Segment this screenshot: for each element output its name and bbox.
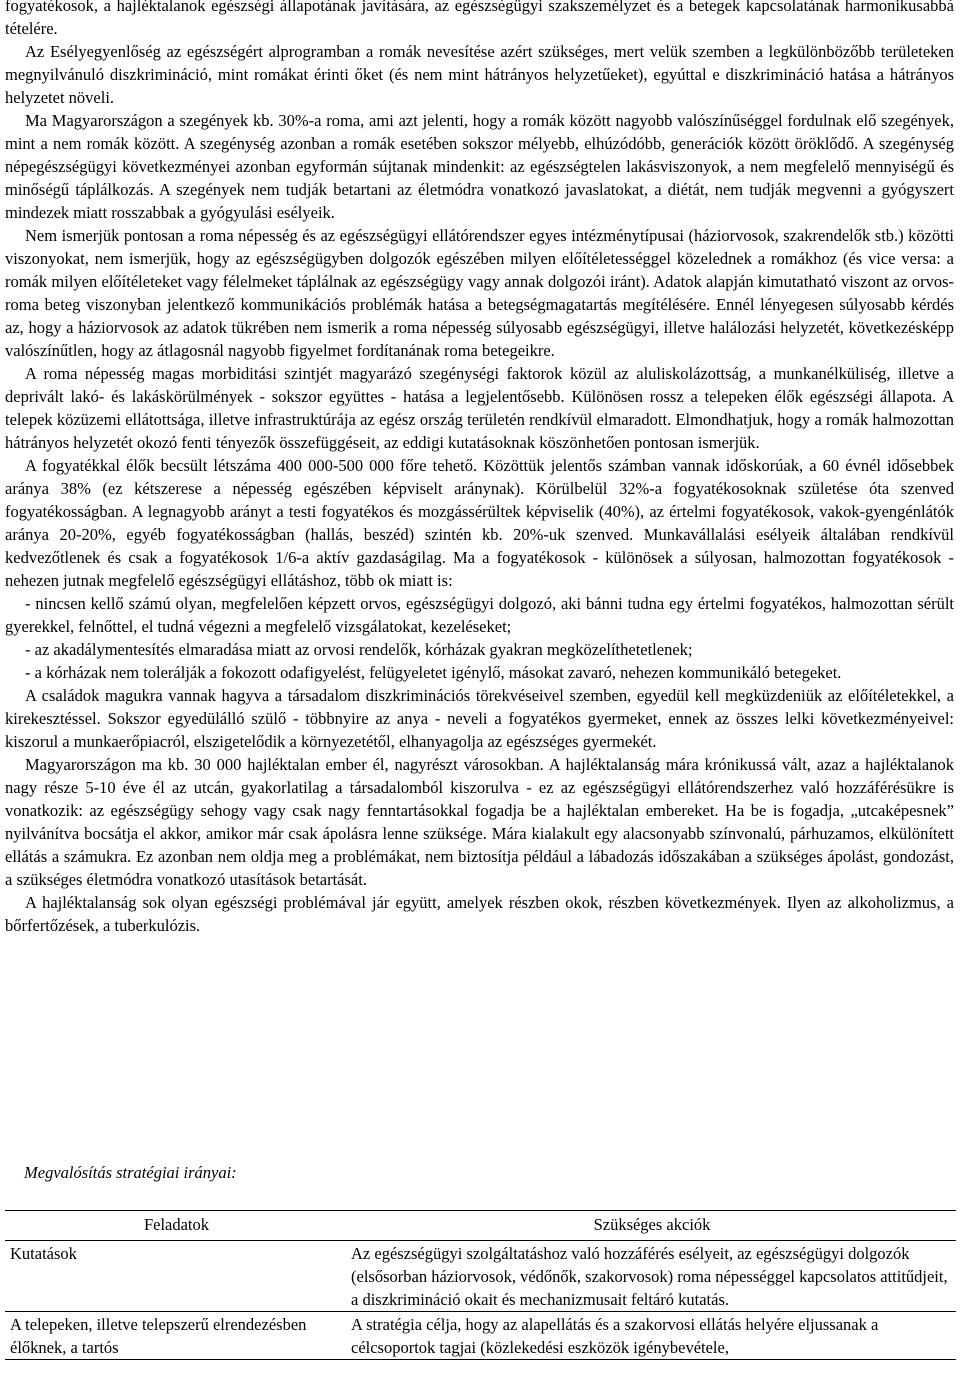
section-heading: Megvalósítás stratégiai irányai: bbox=[24, 1163, 237, 1182]
paragraph: A fogyatékkal élők becsült létszáma 400 000-500 000 főre tehető. Közöttük jelentős számban vannak időskorúak, a 60 évnél idősebbek aránya 38% (ez kétszerese a népesség egészében képviselt aránynak). Körülbelül 32%-a fogyatékosoknak születése óta szenved fogyatékosságban. A legnagyobb arányt a testi fogyatékos és mozgássérültek képviselik (40%), az értelmi fogyatékosok, vakok-gyengénlátók aránya 20-20%, egyéb fogyatékosságban (hallás, beszéd) szintén kb. 20%-uk szenved. Munkavállalási esélyeik általában rendkívül kedvezőtlenek és csak a fogyatékosok 1/6-a aktív gazdaságilag. Ma a fogyatékosok - különösek a súlyosan, halmozottan fogyatékosok - nehezen jutnak megfelelő egészségügyi ellátáshoz, több ok miatt is: bbox=[5, 456, 954, 590]
list-item: - nincsen kellő számú olyan, megfelelően képzett orvos, egészségügyi dolgozó, aki bánni tudna egy értelmi fogyatékos, halmozottan sérült gyerekkel, felnőttel, el tudná végezni a megfelelő vizsgálatokat, kezeléseket; bbox=[5, 594, 954, 636]
strategy-table bbox=[5, 1210, 956, 1360]
list-item: - a kórházak nem tolerálják a fokozott odafigyelést, felügyeletet igénylő, másokat zavaró, nehezen kommunikáló betegeket. bbox=[25, 663, 842, 682]
paragraph: A hajléktalanság sok olyan egészségi problémával jár együtt, amelyek részben okok, részben következmények. Ilyen az alkoholizmus, a bőrfertőzések, a tuberkulózis. bbox=[5, 893, 954, 935]
table-row bbox=[5, 1241, 956, 1312]
table-header-row bbox=[5, 1211, 956, 1241]
column-header-tasks: Feladatok bbox=[5, 1211, 348, 1241]
task-cell: A telepeken, illetve telepszerű elrendezésben élőknek, a tartós bbox=[5, 1312, 348, 1360]
paragraph: fogyatékosok, a hajléktalanok egészségi állapotának javítására, az egészségügyi szakszemélyzet és a betegek kapcsolatának harmonikusabbá tételére. bbox=[5, 0, 954, 38]
paragraph: Magyarországon ma kb. 30 000 hajléktalan ember él, nagyrészt városokban. A hajléktalanság mára krónikussá vált, azaz a hajléktalanok nagy része 5-10 éve él az utcán, gyakorlatilag a társadalomból kiszorulva - ez az egészségügyi ellátórendszerhez való hozzáférésükre is vonatkozik: az egészségügy sehogy vagy csak nagy fenntartásokkal fogadja be a hajléktalan embereket. Ha be is fogadja, „utcaképesnek” nyilvánítva bocsátja el akkor, amikor már csak ápolásra lenne szüksége. Mára kialakult egy alacsonyabb színvonalú, párhuzamos, elkülönített ellátás a számukra. Ez azonban nem oldja meg a problémákat, nem biztosítja például a lábadozás időszakában a szükséges ápolást, gondozást, a szükséges életmódra vonatkozó utasítások betartását. bbox=[5, 755, 954, 889]
body-text bbox=[5, 0, 954, 937]
action-cell: Az egészségügyi szolgáltatáshoz való hozzáférés esélyeit, az egészségügyi dolgozók (elsősorban háziorvosok, védőnők, szakorvosok) roma népességgel kapcsolatos attitűdjeit, a diszkrimináció okait és mechanizmusait feltáró kutatás. bbox=[348, 1241, 956, 1312]
paragraph: Nem ismerjük pontosan a roma népesség és az egészségügyi ellátórendszer egyes intézménytípusai (háziorvosok, szakrendelők stb.) közötti viszonyokat, nem ismerjük, hogy az egészségügyben dolgozók egészében milyen előítéletességgel közelednek a romákhoz (és vice versa: a romák milyen előítéleteket vagy félelmeket táplálnak az egészségügy vagy annak dolgozói iránt). Adatok alapján kimutatható viszont az orvos-roma beteg viszonyban jelentkező kommunikációs problémák hatása a betegségmagatartás megítélésére. Ennél lényegesen súlyosabb kérdés az, hogy a háziorvosok az adatok tükrében nem ismerik a roma népesség súlyosabb egészségügyi, illetve halálozási helyzetét, következésképp valószínűtlen, hogy az átlagosnál nagyobb figyelmet fordítanának roma betegeikre. bbox=[5, 226, 954, 360]
action-cell: A stratégia célja, hogy az alapellátás és a szakorvosi ellátás helyére eljussanak a célcsoportok tagjai (közlekedési eszközök igénybevétele, bbox=[348, 1312, 956, 1360]
list-item: - az akadálymentesítés elmaradása miatt az orvosi rendelők, kórházak gyakran megközelíthetetlenek; bbox=[25, 640, 693, 659]
paragraph: Ma Magyarországon a szegények kb. 30%-a roma, ami azt jelenti, hogy a romák között nagyobb valószínűséggel fordulnak elő szegények, mint a nem romák között. A szegénység azonban a romák esetében sokszor mélyebb, elhúzódóbb, generációk között öröklődő. A szegénység népegészségügyi következményei azonban egyformán sújtanak mindenkit: az egészségtelen lakásviszonyok, a nem megfelelő mennyiségű és minőségű táplálkozás. A szegények nem tudják betartani az életmódra vonatkozó javaslatokat, a diétát, nem tudják megvenni a gyógyszert mindezek miatt rosszabbak a gyógyulási esélyeik. bbox=[5, 111, 954, 222]
paragraph: A családok magukra vannak hagyva a társadalom diszkriminációs törekvéseivel szemben, egyedül kell megküzdeniük az előítéletekkel, a kirekesztéssel. Sokszor egyedülálló szülő - többnyire az anya - neveli a fogyatékos gyermeket, ennek az összes lelki következményeivel: kiszorul a munkaerőpiacról, elszigetelődik a környezetétől, elhanyagolja az egészséges gyermekét. bbox=[5, 686, 954, 751]
task-cell: Kutatások bbox=[5, 1241, 348, 1312]
paragraph: Az Esélyegyenlőség az egészségért alprogramban a romák nevesítése azért szükséges, mert velük szemben a legkülönbözőbb területeken megnyilvánuló diszkrimináció, mint romákat érinti őket (és nem mint hátrányos helyzetűeket), egyúttal e diszkrimináció hatása a hátrányos helyzetet növeli. bbox=[5, 42, 954, 107]
column-header-actions: Szükséges akciók bbox=[348, 1211, 956, 1241]
paragraph: A roma népesség magas morbiditási szintjét magyarázó szegénységi faktorok közül az aluliskolázottság, a munkanélküliség, illetve a deprivált lakó- és lakáskörülmények - sokszor együttes - hatása a legjelentősebb. Különösen rossz a telepeken élők egészségi állapota. A telepek közüzemi ellátottsága, illetve infrastruktúrája az egész ország területén rendkívül elmaradott. Elmondhatjuk, hogy a romák halmozottan hátrányos helyzetét okozó fenti tényezők összefüggéseit, az eddigi kutatásoknak köszönhetően pontosan ismerjük. bbox=[5, 364, 954, 452]
table-row bbox=[5, 1312, 956, 1360]
